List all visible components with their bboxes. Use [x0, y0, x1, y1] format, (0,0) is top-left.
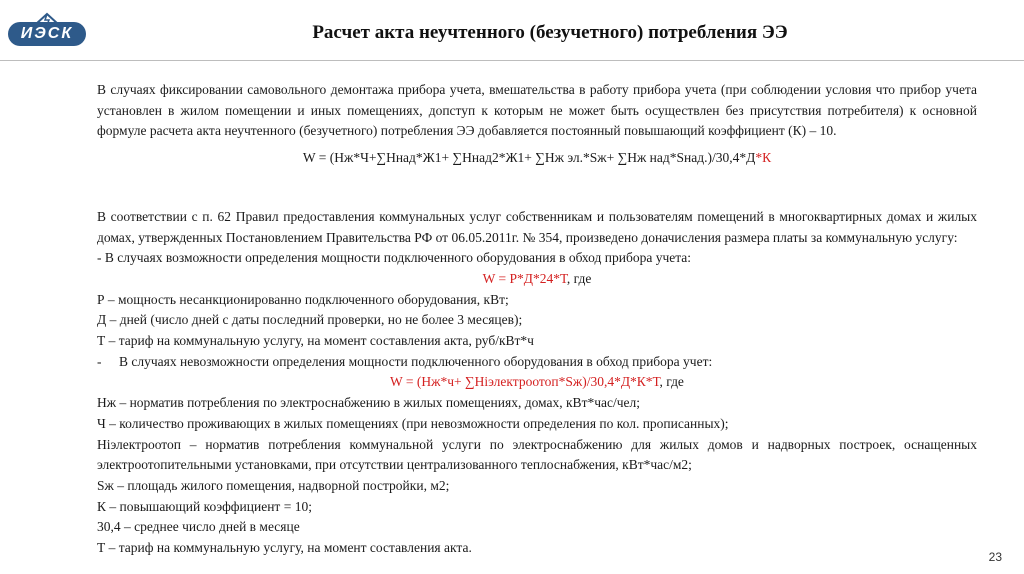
slide-body	[97, 80, 977, 559]
formula3-main: W = (Нж*ч+ ∑Ніэлектроотоп*Sж)/30,4*Д*К*Т	[390, 374, 660, 390]
formula-with-coefficient	[97, 148, 977, 169]
case-possible: - В случаях возможности определения мощности подключенного оборудования в обход прибора учета:	[97, 250, 692, 266]
formula2-suffix: , где	[566, 270, 592, 286]
formula3-suffix: , где	[659, 374, 684, 390]
page-title: Расчет акта неучтенного (безучетного) потребления ЭЭ	[312, 22, 788, 43]
page-number: 23	[988, 550, 1002, 564]
definition-nzh: Нж – норматив потребления по электроснабжению в жилых помещениях, домах, кВт*час/чел;	[97, 395, 641, 411]
formula2-main: W = Р*Д*24*Т	[482, 270, 567, 286]
definition-k: К – повышающий коэффициент = 10;	[97, 498, 312, 514]
intro-paragraph: В случаях фиксировании самовольного демонтажа прибора учета, вмешательства в работу прибора учета (при соблюдении условия что прибор учета установлен в жилом помещении и иных помещениях, допступ к которым не может быть осуществлен без присутствия потребителя) к основной формуле расчета акта неучтенного (безучетного) потребления ЭЭ добавляется постоянный повышающий коэффициент (К) – 10.	[97, 82, 977, 139]
formula-power	[97, 269, 977, 290]
formula1-main: W = (Нж*Ч+∑Ннад*Ж1+ ∑Ннад2*Ж1+ ∑Нж эл.*Sж+ ∑Нж над*Sнад.)/30,4*Д	[302, 150, 756, 166]
company-logo	[8, 12, 86, 54]
definition-s: Sж – площадь жилого помещения, надворной постройки, м2;	[97, 477, 450, 493]
case-impossible-text: В случаях невозможности определения мощности подключенного оборудования в обход прибора учет:	[119, 353, 713, 369]
definition-t2: Т – тариф на коммунальную услугу, на момент составления акта.	[97, 540, 472, 556]
definition-t: Т – тариф на коммунальную услугу, на момент составления акта, руб/кВт*ч	[97, 333, 534, 349]
definition-p: Р – мощность несанкционированно подключенного оборудования, кВт;	[97, 291, 509, 307]
definition-ch: Ч – количество проживающих в жилых помещениях (при невозможности определения по кол. прописанных);	[97, 415, 729, 431]
regulation-paragraph: В соответствии с п. 62 Правил предоставления коммунальных услуг собственникам и пользователям помещений в многоквартирных домах и жилых домах, утвержденных Постановлением Правительства РФ от 06.05.2011г. № 354, произведено доначисления размера платы за коммунальную услугу:	[97, 208, 977, 245]
case-impossible	[97, 352, 977, 373]
definition-ni: Ніэлектроотоп – норматив потребления коммунальной услуги по электроснабжению для жилых домов и надворных построек, оснащенных электроотопительными установками, при отсутствии централизованного теплоснабжения, кВт*час/м2;	[97, 436, 977, 473]
formula-norm	[97, 372, 977, 393]
definition-d: Д – дней (число дней с даты последний проверки, но не более 3 месяцев);	[97, 312, 523, 328]
slide-header	[0, 0, 1024, 62]
logo-text: ИЭСК	[20, 25, 74, 42]
definition-304: 30,4 – среднее число дней в месяце	[97, 519, 300, 535]
list-dash: -	[97, 353, 102, 369]
formula1-coefficient: *К	[755, 150, 772, 166]
header-divider	[0, 60, 1024, 61]
